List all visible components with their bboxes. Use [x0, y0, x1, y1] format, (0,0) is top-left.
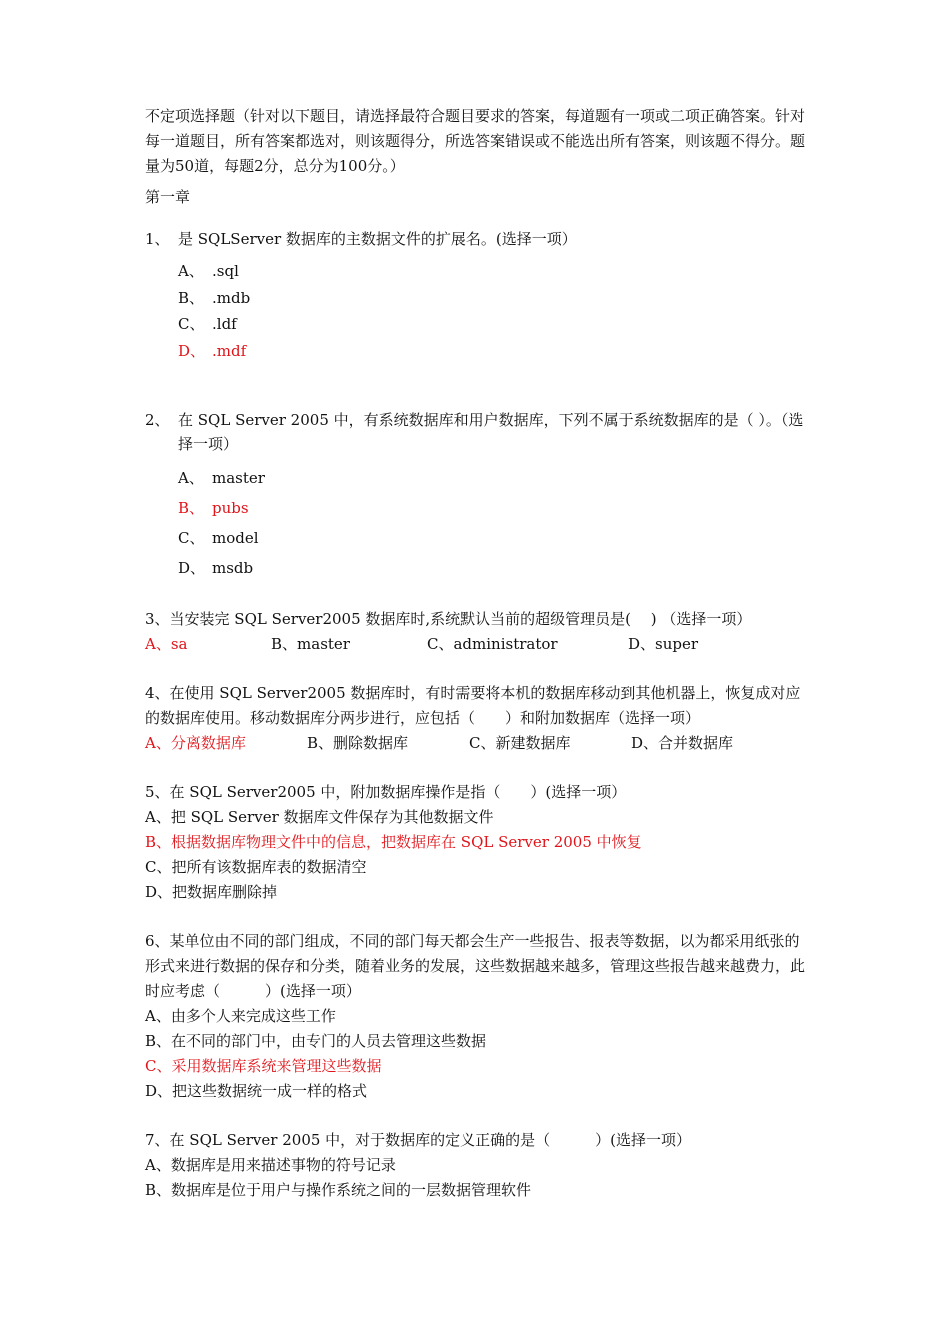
question-text: 5、在 SQL Server2005 中，附加数据库操作是指（ ）(选择一项）: [145, 783, 627, 801]
question-number: 1、: [145, 230, 170, 248]
option-d: D、把这些数据统一成一样的格式: [145, 1082, 368, 1100]
question-text: 是 SQLServer 数据库的主数据文件的扩展名。(选择一项）: [178, 230, 577, 248]
option-b: B、删除数据库: [307, 734, 409, 752]
question-number: 2、: [145, 411, 170, 429]
option-a-correct: A、sa: [145, 635, 188, 653]
option-a: A、 master: [178, 469, 265, 487]
option-d-correct: D、 .mdf: [178, 341, 247, 360]
question-text: 在 SQL Server 2005 中，有系统数据库和用户数据库，下列不属于系统数据库的是（ ）。（选择一项）: [178, 411, 804, 453]
option-b: B、在不同的部门中，由专门的人员去管理这些数据: [145, 1032, 487, 1050]
instructions-paragraph: 不定项选择题（针对以下题目，请选择最符合题目要求的答案，每道题有一项或二项正确答案。针对每一道题目，所有答案都选对，则该题得分，所选答案错误或不能选出所有答案，则该题不得分。题量为50道，每题2分，总分为100分。）: [145, 107, 806, 175]
option-d: D、super: [628, 635, 699, 653]
question-text: 3、当安装完 SQL Server2005 数据库时,系统默认当前的超级管理员是( ) （选择一项）: [145, 610, 752, 628]
question-text: 6、某单位由不同的部门组成，不同的部门每天都会生产一些报告、报表等数据，以为都采用纸张的形式来进行数据的保存和分类，随着业务的发展，这些数据越来越多，管理这些报告越来越费力，此时应考虑（ ）(选择一项）: [145, 932, 806, 1000]
question-text: 4、在使用 SQL Server2005 数据库时，有时需要将本机的数据库移动到其他机器上，恢复成对应的数据库使用。移动数据库分两步进行，应包括（ ）和附加数据库（选择一项）: [145, 684, 801, 727]
document-page: [145, 104, 813, 1203]
option-c: C、 .ldf: [178, 315, 237, 333]
option-d: D、把数据库删除掉: [145, 883, 278, 901]
option-d: D、 msdb: [178, 559, 254, 577]
option-a: A、由多个人来完成这些工作: [145, 1007, 336, 1025]
question-text: 7、在 SQL Server 2005 中，对于数据库的定义正确的是（ ）(选择一项）: [145, 1131, 692, 1149]
option-a: A、 .sql: [178, 262, 239, 280]
option-a: A、数据库是用来描述事物的符号记录: [145, 1156, 396, 1174]
option-c: C、把所有该数据库表的数据清空: [145, 858, 367, 876]
question-2: [145, 408, 813, 583]
question-4: [145, 681, 813, 756]
chapter-heading: 第一章: [145, 188, 191, 206]
option-b-correct: B、 pubs: [178, 499, 249, 517]
question-1: [145, 227, 813, 364]
option-b-correct: B、根据数据库物理文件中的信息，把数据库在 SQL Server 2005 中恢复: [145, 833, 642, 851]
option-c: C、 model: [178, 529, 259, 547]
option-b: B、master: [271, 635, 350, 653]
option-b: B、 .mdb: [178, 288, 251, 307]
option-a-correct: A、分离数据库: [145, 734, 246, 752]
option-c: C、administrator: [427, 635, 558, 653]
option-d: D、合并数据库: [631, 734, 734, 752]
option-a: A、把 SQL Server 数据库文件保存为其他数据文件: [145, 808, 494, 826]
option-c-correct: C、采用数据库系统来管理这些数据: [145, 1057, 382, 1075]
question-3: [145, 607, 813, 657]
question-5: [145, 780, 813, 905]
question-6: [145, 929, 813, 1104]
option-b: B、数据库是位于用户与操作系统之间的一层数据管理软件: [145, 1181, 532, 1199]
question-7: [145, 1128, 813, 1203]
option-c: C、新建数据库: [469, 734, 571, 752]
